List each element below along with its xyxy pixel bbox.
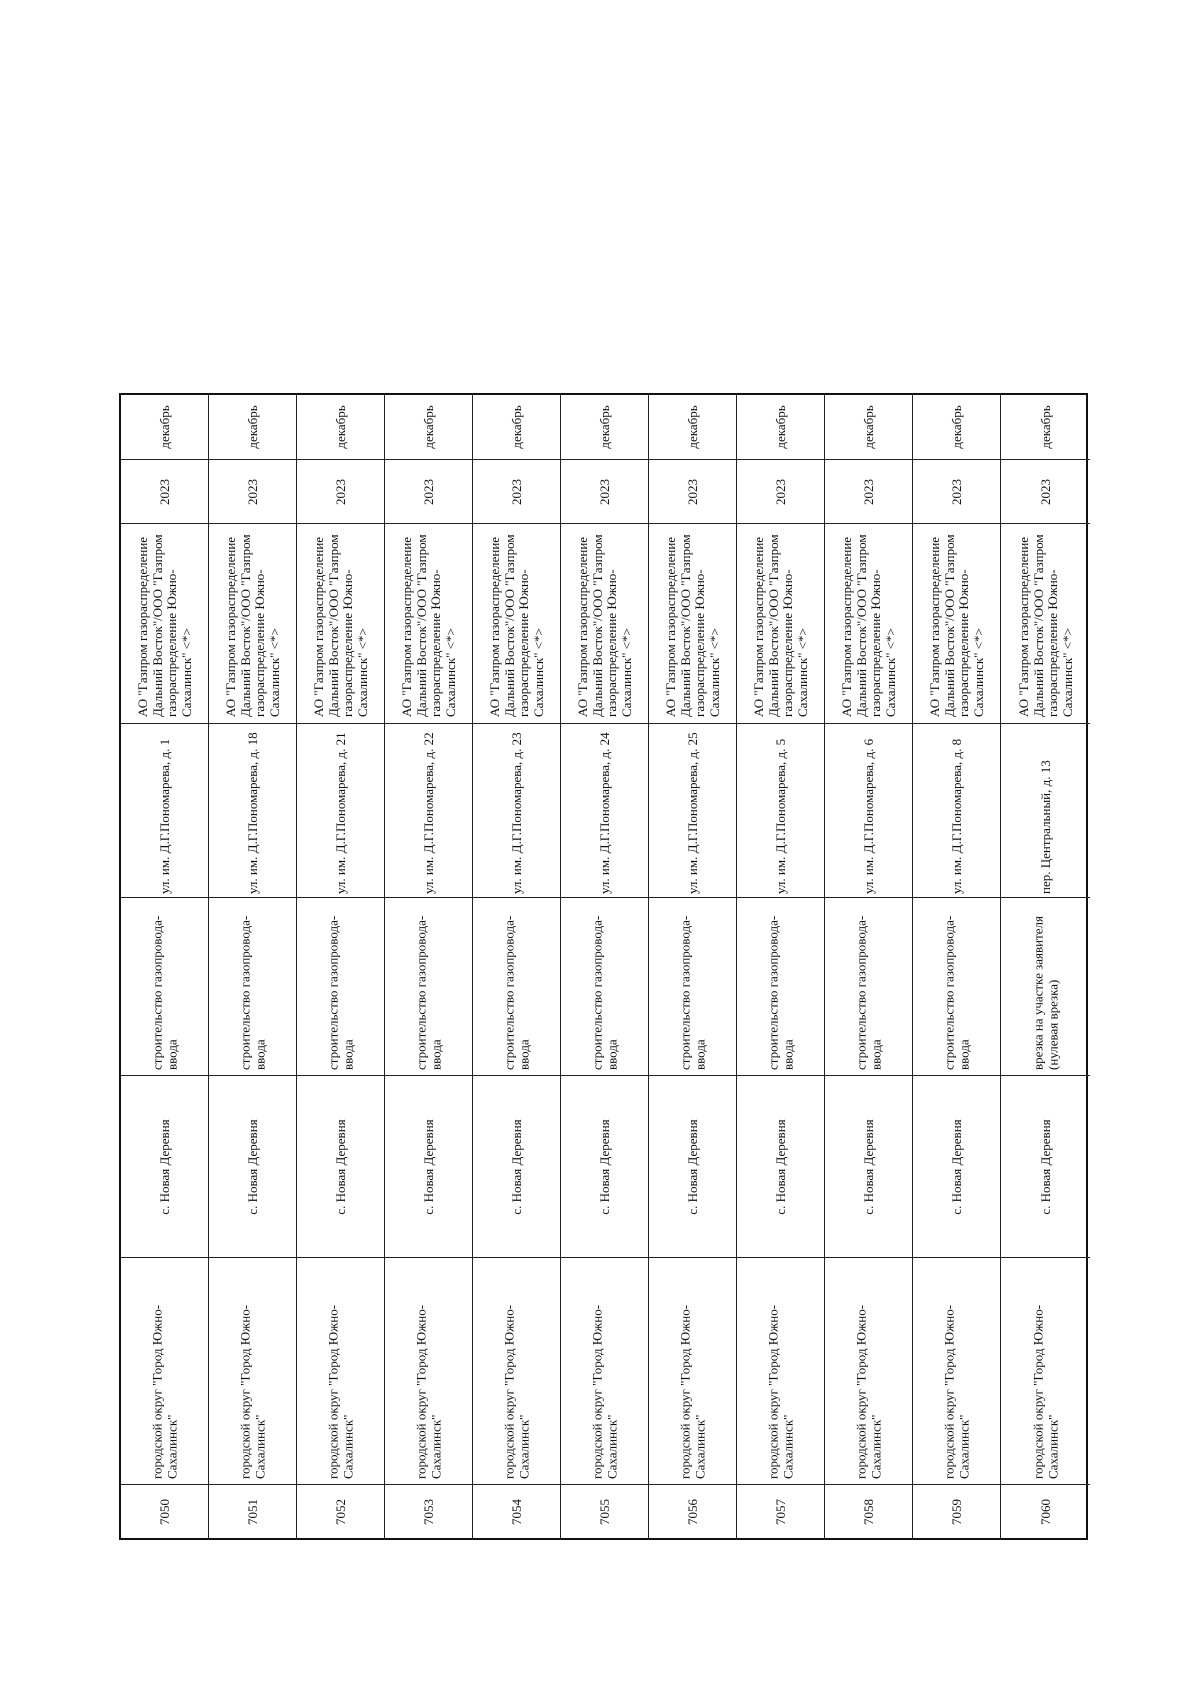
table-cell-org [209,523,296,723]
table-row [649,395,737,1538]
table-cell-work [561,897,648,1075]
cell-text-district: городской округ "Город Южно-Сахалинск" [237,1304,267,1479]
table-cell-district [297,1257,384,1484]
table-cell-locality [209,1075,296,1257]
cell-text-work: строительство газопровода-ввода [501,915,531,1070]
cell-text-month: декабрь [332,405,348,449]
cell-text-address: ул. им. Д.Г.Пономарева, д. 25 [684,731,700,894]
cell-text-locality: с. Новая Деревня [1037,1118,1053,1215]
table-cell-locality [1001,1075,1090,1257]
cell-text-year: 2023 [332,478,348,505]
cell-text-work: строительство газопровода-ввода [237,915,267,1070]
table-cell-year [913,459,1000,523]
cell-text-num: 7053 [420,1498,436,1525]
cell-text-year: 2023 [420,478,436,505]
cell-text-month: декабрь [684,405,700,449]
table-cell-district [1001,1257,1090,1484]
table-cell-num [385,1484,472,1538]
table-cell-locality [473,1075,560,1257]
table-cell-address [561,723,648,897]
cell-text-work: строительство газопровода-ввода [677,915,707,1070]
table-cell-address [649,723,736,897]
table-cell-org [385,523,472,723]
cell-text-year: 2023 [684,478,700,505]
table-cell-locality [561,1075,648,1257]
cell-text-num: 7051 [244,1498,260,1525]
table-cell-address [121,723,208,897]
cell-text-address: ул. им. Д.Г.Пономарева, д. 22 [420,731,436,894]
table-cell-num [561,1484,648,1538]
table-cell-num [737,1484,824,1538]
table-cell-district [473,1257,560,1484]
cell-text-year: 2023 [596,478,612,505]
cell-text-work: строительство газопровода-ввода [765,915,795,1070]
cell-text-locality: с. Новая Деревня [420,1118,436,1215]
table-cell-num [825,1484,912,1538]
table-cell-month [825,395,912,459]
table-row [1001,395,1090,1538]
table-cell-work [913,897,1000,1075]
cell-text-year: 2023 [156,478,172,505]
cell-text-num: 7050 [156,1498,172,1525]
cell-text-month: декабрь [420,405,436,449]
table-cell-work [209,897,296,1075]
document-table [119,393,1088,1540]
table-cell-year [1001,459,1090,523]
cell-text-district: городской округ "Город Южно-Сахалинск" [149,1304,179,1479]
table-cell-work [385,897,472,1075]
table-cell-year [121,459,208,523]
cell-text-address: ул. им. Д.Г.Пономарева, д. 18 [244,731,260,894]
cell-text-org: АО "Газпром газораспределение Дальний Восток"/ООО "Газпром газораспределение Южно-Сахалинск" <*> [926,533,985,717]
table-cell-month [297,395,384,459]
cell-text-num: 7057 [772,1498,788,1525]
cell-text-address: ул. им. Д.Г.Пономарева, д. 8 [948,738,964,894]
table-cell-year [209,459,296,523]
table-cell-address [1001,723,1090,897]
cell-text-num: 7058 [860,1498,876,1525]
cell-text-num: 7054 [508,1498,524,1525]
table-cell-year [561,459,648,523]
table-cell-locality [649,1075,736,1257]
cell-text-locality: с. Новая Деревня [332,1118,348,1215]
table-cell-address [913,723,1000,897]
cell-text-locality: с. Новая Деревня [156,1118,172,1215]
cell-text-month: декабрь [1037,405,1053,449]
cell-text-org: АО "Газпром газораспределение Дальний Восток"/ООО "Газпром газораспределение Южно-Сахалинск" <*> [750,533,809,717]
table-cell-org [737,523,824,723]
table-cell-org [825,523,912,723]
cell-text-num: 7055 [596,1498,612,1525]
table-cell-num [209,1484,296,1538]
table-cell-month [385,395,472,459]
cell-text-org: АО "Газпром газораспределение Дальний Восток"/ООО "Газпром газораспределение Южно-Сахалинск" <*> [662,533,721,717]
cell-text-month: декабрь [948,405,964,449]
table-row [121,395,209,1538]
table-cell-work [297,897,384,1075]
cell-text-work: строительство газопровода-ввода [325,915,355,1070]
table-cell-org [1001,523,1090,723]
table-cell-month [561,395,648,459]
cell-text-month: декабрь [156,405,172,449]
cell-text-work: строительство газопровода-ввода [941,915,971,1070]
cell-text-month: декабрь [596,405,612,449]
table-cell-address [737,723,824,897]
cell-text-num: 7056 [684,1498,700,1525]
table-cell-year [385,459,472,523]
table-cell-year [825,459,912,523]
cell-text-district: городской округ "Город Южно-Сахалинск" [765,1304,795,1479]
cell-text-locality: с. Новая Деревня [508,1118,524,1215]
table-cell-district [913,1257,1000,1484]
cell-text-locality: с. Новая Деревня [860,1118,876,1215]
cell-text-work: строительство газопровода-ввода [149,915,179,1070]
cell-text-district: городской округ "Город Южно-Сахалинск" [501,1304,531,1479]
table-cell-district [561,1257,648,1484]
table-row [209,395,297,1538]
cell-text-district: городской округ "Город Южно-Сахалинск" [941,1304,971,1479]
table-row [473,395,561,1538]
cell-text-month: декабрь [772,405,788,449]
table-cell-year [649,459,736,523]
table-cell-locality [913,1075,1000,1257]
cell-text-district: городской округ "Город Южно-Сахалинск" [1030,1304,1060,1479]
table-cell-year [297,459,384,523]
cell-text-address: ул. им. Д.Г.Пономарева, д. 5 [772,738,788,894]
table-cell-district [385,1257,472,1484]
cell-text-district: городской округ "Город Южно-Сахалинск" [677,1304,707,1479]
table-cell-month [913,395,1000,459]
cell-text-org: АО "Газпром газораспределение Дальний Восток"/ООО "Газпром газораспределение Южно-Сахалинск" <*> [574,533,633,717]
cell-text-locality: с. Новая Деревня [948,1118,964,1215]
table-cell-district [737,1257,824,1484]
table-cell-locality [385,1075,472,1257]
table-cell-locality [297,1075,384,1257]
table-cell-num [473,1484,560,1538]
table-cell-year [473,459,560,523]
cell-text-locality: с. Новая Деревня [684,1118,700,1215]
table-cell-district [121,1257,208,1484]
table-cell-address [209,723,296,897]
table-cell-num [913,1484,1000,1538]
cell-text-address: ул. им. Д.Г.Пономарева, д. 23 [508,731,524,894]
table-cell-work [825,897,912,1075]
table-cell-address [825,723,912,897]
table-cell-org [649,523,736,723]
cell-text-district: городской округ "Город Южно-Сахалинск" [325,1304,355,1479]
table-cell-org [561,523,648,723]
table-cell-address [297,723,384,897]
cell-text-locality: с. Новая Деревня [244,1118,260,1215]
cell-text-year: 2023 [1037,478,1053,505]
table-row [913,395,1001,1538]
table-cell-work [121,897,208,1075]
cell-text-month: декабрь [860,405,876,449]
cell-text-address: ул. им. Д.Г.Пономарева, д. 24 [596,731,612,894]
cell-text-month: декабрь [244,405,260,449]
table-cell-month [649,395,736,459]
table-cell-num [297,1484,384,1538]
cell-text-num: 7059 [948,1498,964,1525]
cell-text-address: ул. им. Д.Г.Пономарева, д. 1 [156,738,172,894]
table-cell-work [649,897,736,1075]
cell-text-org: АО "Газпром газораспределение Дальний Восток"/ООО "Газпром газораспределение Южно-Сахалинск" <*> [222,533,281,717]
cell-text-work: строительство газопровода-ввода [853,915,883,1070]
table-cell-locality [121,1075,208,1257]
cell-text-org: АО "Газпром газораспределение Дальний Восток"/ООО "Газпром газораспределение Южно-Сахалинск" <*> [398,533,457,717]
cell-text-district: городской округ "Город Южно-Сахалинск" [413,1304,443,1479]
cell-text-work: строительство газопровода-ввода [589,915,619,1070]
table-cell-work [1001,897,1090,1075]
cell-text-work: врезка на участке заявителя (нулевая врезка) [1030,915,1060,1070]
cell-text-locality: с. Новая Деревня [596,1118,612,1215]
table-row [385,395,473,1538]
cell-text-org: АО "Газпром газораспределение Дальний Восток"/ООО "Газпром газораспределение Южно-Сахалинск" <*> [1015,533,1074,717]
cell-text-year: 2023 [772,478,788,505]
table-cell-address [385,723,472,897]
table-cell-num [121,1484,208,1538]
cell-text-month: декабрь [508,405,524,449]
table-row [825,395,913,1538]
table-cell-month [121,395,208,459]
table-cell-org [473,523,560,723]
cell-text-org: АО "Газпром газораспределение Дальний Восток"/ООО "Газпром газораспределение Южно-Сахалинск" <*> [310,533,369,717]
table-cell-district [649,1257,736,1484]
table-cell-org [121,523,208,723]
table-cell-org [297,523,384,723]
cell-text-locality: с. Новая Деревня [772,1118,788,1215]
table-cell-locality [737,1075,824,1257]
table-cell-num [649,1484,736,1538]
cell-text-org: АО "Газпром газораспределение Дальний Восток"/ООО "Газпром газораспределение Южно-Сахалинск" <*> [134,533,193,717]
cell-text-address: пер. Центральный, д. 13 [1037,759,1053,894]
cell-text-address: ул. им. Д.Г.Пономарева, д. 6 [860,738,876,894]
table-cell-work [473,897,560,1075]
cell-text-year: 2023 [948,478,964,505]
table-cell-month [1001,395,1090,459]
cell-text-org: АО "Газпром газораспределение Дальний Восток"/ООО "Газпром газораспределение Южно-Сахалинск" <*> [486,533,545,717]
cell-text-year: 2023 [244,478,260,505]
table-cell-year [737,459,824,523]
table-cell-address [473,723,560,897]
table-cell-district [825,1257,912,1484]
table-row [737,395,825,1538]
table-cell-month [473,395,560,459]
cell-text-year: 2023 [508,478,524,505]
table-cell-month [737,395,824,459]
table-cell-work [737,897,824,1075]
table-cell-district [209,1257,296,1484]
table-cell-org [913,523,1000,723]
cell-text-num: 7052 [332,1498,348,1525]
table-cell-month [209,395,296,459]
table-cell-num [1001,1484,1090,1538]
cell-text-org: АО "Газпром газораспределение Дальний Восток"/ООО "Газпром газораспределение Южно-Сахалинск" <*> [838,533,897,717]
cell-text-district: городской округ "Город Южно-Сахалинск" [853,1304,883,1479]
cell-text-year: 2023 [860,478,876,505]
table-cell-locality [825,1075,912,1257]
table-row [297,395,385,1538]
table-row [561,395,649,1538]
cell-text-num: 7060 [1037,1498,1053,1525]
cell-text-address: ул. им. Д.Г.Пономарева, д. 21 [332,731,348,894]
cell-text-work: строительство газопровода-ввода [413,915,443,1070]
cell-text-district: городской округ "Город Южно-Сахалинск" [589,1304,619,1479]
